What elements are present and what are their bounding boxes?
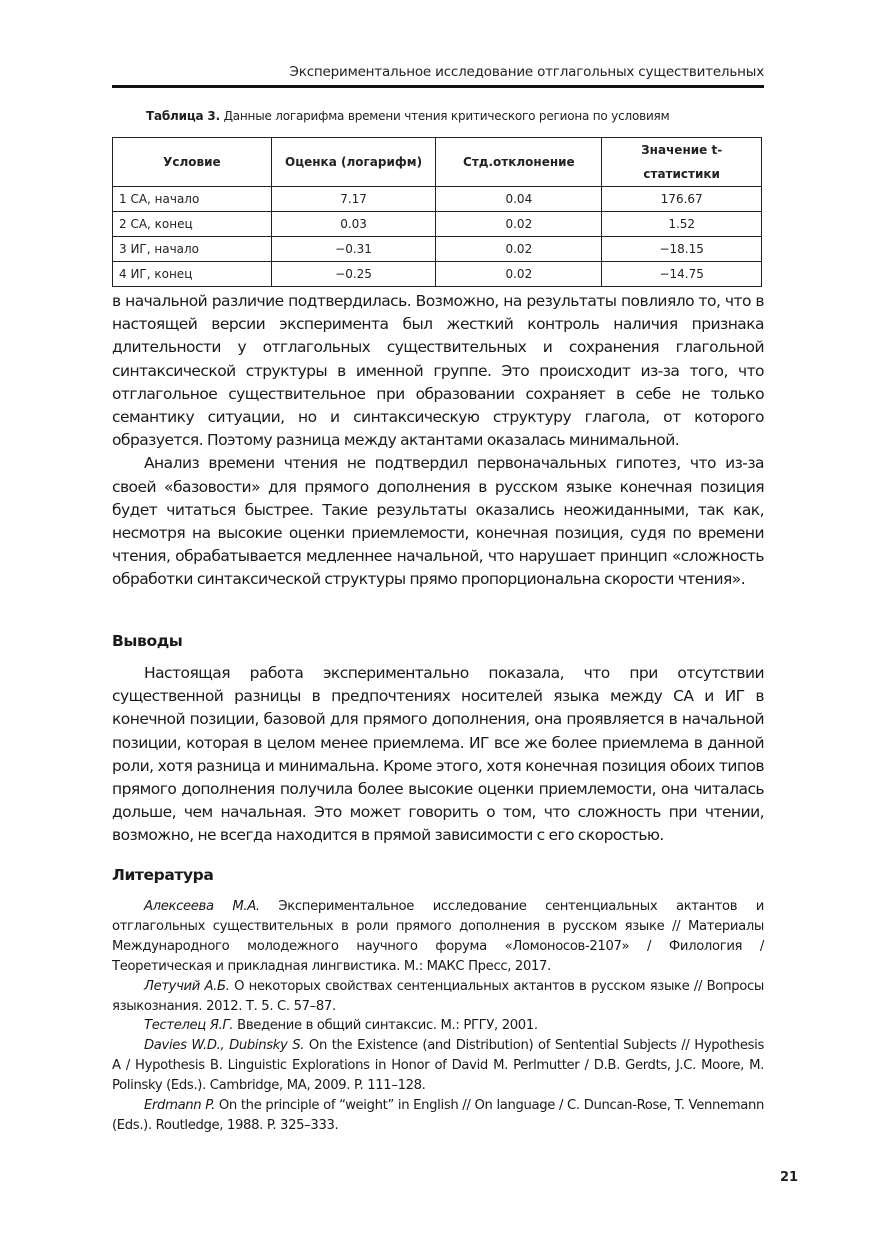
cell-t-stat: −14.75 <box>602 262 762 287</box>
reference-item <box>112 897 764 977</box>
reference-text: On the Existence (and Distribution) of Sentential Subjects // Hypothesis A / Hypothesis B. Linguistic Explorations in Honor of David M. Perlmutter / D.B. Gerdts, J.C. Moore, M. Polinsky (Eds.). Cambridge, MA, 2009. P. 111–128. <box>112 1038 764 1094</box>
results-table <box>112 137 762 287</box>
cell-estimate: 0.03 <box>271 212 436 237</box>
page-number: 21 <box>780 1170 799 1185</box>
reference-item <box>112 1096 764 1136</box>
reference-text: Экспериментальное исследование сентенциальных актантов и отглагольных существительных в роли прямого дополнения в русском языке // Материалы Международного молодежного научного форума «Ломоносов-2107» / Филология / Теоретическая и прикладная лингвистика. М.: МАКС Пресс, 2017. <box>112 899 764 974</box>
cell-std: 0.02 <box>436 262 602 287</box>
header-estimate: Оценка (логарифм) <box>271 138 436 187</box>
table-row <box>113 212 762 237</box>
table-caption-label: Таблица 3. <box>146 109 220 123</box>
cell-std: 0.02 <box>436 237 602 262</box>
reference-author: Летучий А.Б. <box>144 978 230 994</box>
cell-t-stat: 1.52 <box>602 212 762 237</box>
table-row <box>113 262 762 287</box>
reference-item <box>112 1016 764 1036</box>
paragraph: в начальной различие подтвердилась. Возможно, на результаты повлияло то, что в настоящей версии эксперимента был жесткий контроль наличия признака длительности у отглагольных существительных и сохранения глагольной синтаксической структуры в именной группе. Это происходит из-за того, что отглагольное существительное при образовании сохраняет в себе не только семантику ситуации, но и синтаксическую структуру глагола, от которого образуется. Поэтому разница между актантами оказалась минимальной. <box>112 292 764 450</box>
reference-author: Erdmann P. <box>144 1098 215 1114</box>
running-head: Экспериментальное исследование отглагольных существительных <box>289 64 764 80</box>
paragraph: Настоящая работа экспериментально показала, что при отсутствии существенной разницы в предпочтениях носителей языка между СА и ИГ в конечной позиции, базовой для прямого дополнения, она проявляется в начальной позиции, которая в целом менее приемлема. ИГ все же более приемлема в данной роли, хотя разница и минимальна. Кроме этого, хотя конечная позиция обоих типов прямого дополнения получила более высокие оценки приемлемости, она читалась дольше, чем начальная. Это может говорить о том, что сложность при чтении, возможно, не всегда находится в прямой зависимости с его скоростью. <box>112 664 764 845</box>
reference-author: Davies W.D., Dubinsky S. <box>144 1038 305 1054</box>
cell-condition: 2 СА, конец <box>113 212 272 237</box>
table-header-row <box>113 138 762 187</box>
references-list <box>112 897 764 1136</box>
header-t-stat: Значение t-статистики <box>602 138 762 187</box>
reference-author: Тестелец Я.Г. <box>144 1018 234 1034</box>
cell-std: 0.02 <box>436 212 602 237</box>
cell-condition: 3 ИГ, начало <box>113 237 272 262</box>
cell-std: 0.04 <box>436 187 602 212</box>
reference-item <box>112 1036 764 1096</box>
table-caption-text: Данные логарифма времени чтения критического региона по условиям <box>219 109 670 123</box>
header-condition: Условие <box>113 138 272 187</box>
table-row <box>113 237 762 262</box>
table-caption <box>146 109 669 123</box>
cell-t-stat: −18.15 <box>602 237 762 262</box>
reference-text: On the principle of “weight” in English // On language / C. Duncan-Rose, T. Vennemann (Eds.). Routledge, 1988. P. 325–333. <box>112 1098 764 1133</box>
reference-author: Алексеева М.А. <box>144 899 260 914</box>
header-std: Стд.отклонение <box>436 138 602 187</box>
cell-condition: 1 СА, начало <box>113 187 272 212</box>
table-row <box>113 187 762 212</box>
reference-text: Введение в общий синтаксис. М.: РГГУ, 2001. <box>233 1018 538 1034</box>
reference-item <box>112 977 764 1017</box>
cell-estimate: −0.31 <box>271 237 436 262</box>
cell-t-stat: 176.67 <box>602 187 762 212</box>
body-text <box>112 290 764 592</box>
reference-text: О некоторых свойствах сентенциальных актантов в русском языке // Вопросы языкознания. 2012. Т. 5. С. 57–87. <box>112 978 764 1014</box>
cell-estimate: 7.17 <box>271 187 436 212</box>
paragraph: Анализ времени чтения не подтвердил первоначальных гипотез, что из-за своей «базовости» для прямого дополнения в русском языке конечная позиция будет читаться быстрее. Такие результаты оказались неожиданными, так как, несмотря на высокие оценки приемлемости, конечная позиция, судя по времени чтения, обрабатывается медленнее начальной, что нарушает принцип «сложность обработки синтаксической структуры прямо пропорциональна скорости чтения». <box>112 454 764 589</box>
conclusions-heading: Выводы <box>112 632 183 650</box>
conclusions-text <box>112 662 764 848</box>
header-rule <box>112 85 764 88</box>
cell-condition: 4 ИГ, конец <box>113 262 272 287</box>
cell-estimate: −0.25 <box>271 262 436 287</box>
references-heading: Литература <box>112 866 214 884</box>
